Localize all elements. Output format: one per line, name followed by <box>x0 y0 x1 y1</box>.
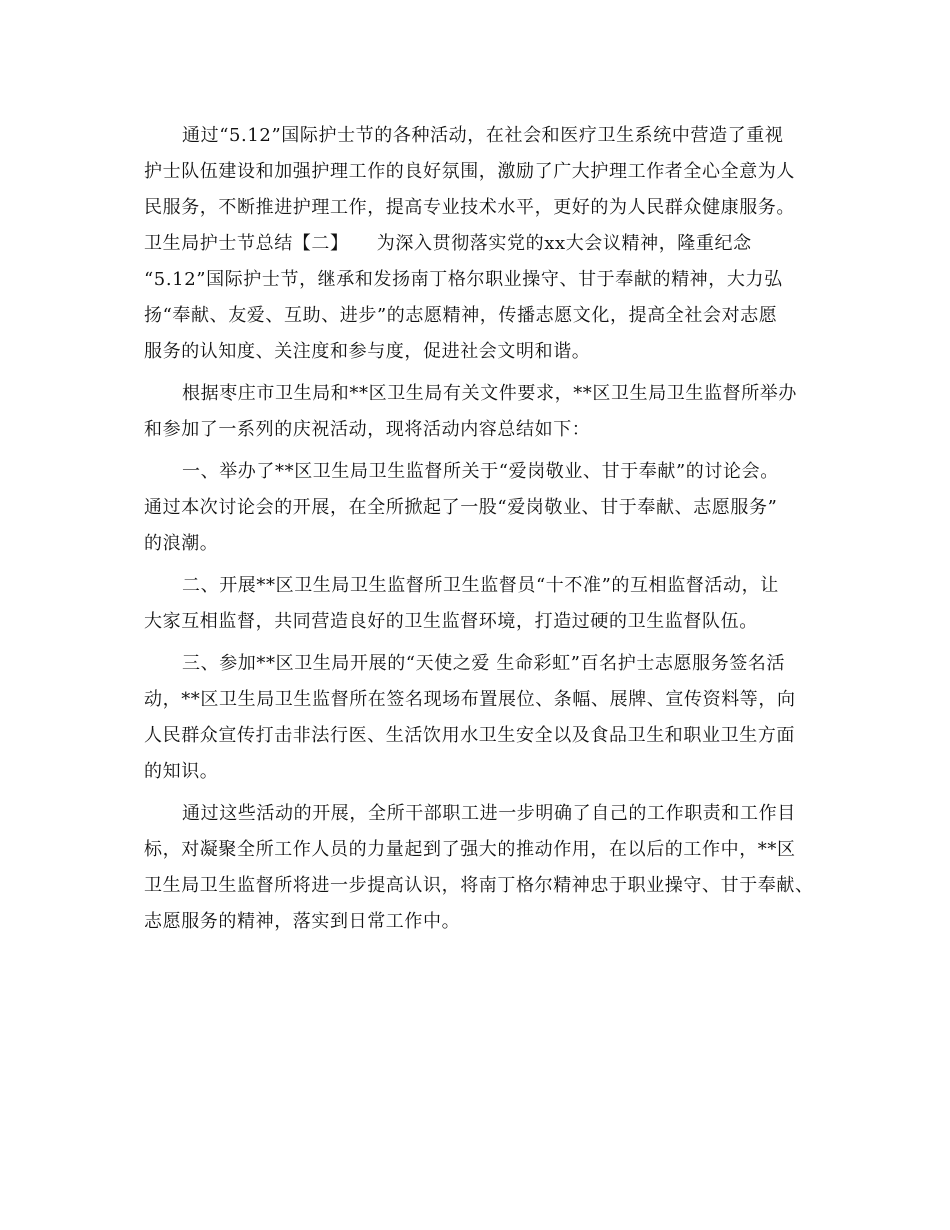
paragraph-line: 志愿服务的精神，落实到日常工作中。 <box>144 911 461 932</box>
paragraph-line: 通过“5.12”国际护士节的各种活动，在社会和医疗卫生系统中营造了重视 <box>182 125 784 146</box>
paragraph-line: 民服务，不断推进护理工作，提高专业技术水平，更好的为人民群众健康服务。 <box>144 197 795 218</box>
paragraph-line: 护士队伍建设和加强护理工作的良好氛围，激励了广大护理工作者全心全意为人 <box>144 161 795 182</box>
paragraph-2 <box>144 376 804 448</box>
paragraph-4 <box>144 568 804 640</box>
paragraph-line: 标，对凝聚全所工作人员的力量起到了强大的推动作用，在以后的工作中，**区 <box>144 839 796 860</box>
paragraph-line: 的知识。 <box>144 761 219 782</box>
paragraph-line: 卫生局卫生监督所将进一步提高认识，将南丁格尔精神忠于职业操守、甘于奉献、 <box>144 875 814 896</box>
document-body <box>144 118 814 940</box>
paragraph-line: 根据枣庄市卫生局和**区卫生局有关文件要求，**区卫生局卫生监督所举办 <box>182 383 797 404</box>
paragraph-line: 卫生局护士节总结【二】 为深入贯彻落实党的xx大会议精神，隆重纪念 <box>144 233 752 254</box>
paragraph-line: 三、参加**区卫生局开展的“天使之爱 生命彩虹”百名护士志愿服务签名活 <box>182 653 786 674</box>
paragraph-6 <box>144 796 814 940</box>
paragraph-line: 的浪潮。 <box>144 533 219 554</box>
paragraph-line: 和参加了一系列的庆祝活动，现将活动内容总结如下： <box>144 419 591 440</box>
paragraph-line: 扬“奉献、友爱、互助、进步”的志愿精神，传播志愿文化，提高全社会对志愿 <box>144 305 778 326</box>
paragraph-1 <box>144 118 804 370</box>
paragraph-line: 动，**区卫生局卫生监督所在签名现场布置展位、条幅、展牌、宣传资料等，向 <box>144 689 796 710</box>
paragraph-line: 服务的认知度、关注度和参与度，促进社会文明和谐。 <box>144 341 591 362</box>
paragraph-line: 二、开展**区卫生局卫生监督所卫生监督员“十不准”的互相监督活动，让 <box>182 575 779 596</box>
paragraph-line: 通过这些活动的开展，全所干部职工进一步明确了自己的工作职责和工作目 <box>182 803 796 824</box>
paragraph-5 <box>144 646 804 790</box>
paragraph-3 <box>144 454 804 562</box>
paragraph-line: 一、举办了**区卫生局卫生监督所关于“爱岗敬业、甘于奉献”的讨论会。 <box>182 461 779 482</box>
paragraph-line: 大家互相监督，共同营造良好的卫生监督环境，打造过硬的卫生监督队伍。 <box>144 611 758 632</box>
paragraph-line: 通过本次讨论会的开展，在全所掀起了一股“爱岗敬业、甘于奉献、志愿服务” <box>144 497 778 518</box>
paragraph-line: “5.12”国际护士节，继承和发扬南丁格尔职业操守、甘于奉献的精神，大力弘 <box>144 269 783 290</box>
paragraph-line: 人民群众宣传打击非法行医、生活饮用水卫生安全以及食品卫生和职业卫生方面 <box>144 725 795 746</box>
